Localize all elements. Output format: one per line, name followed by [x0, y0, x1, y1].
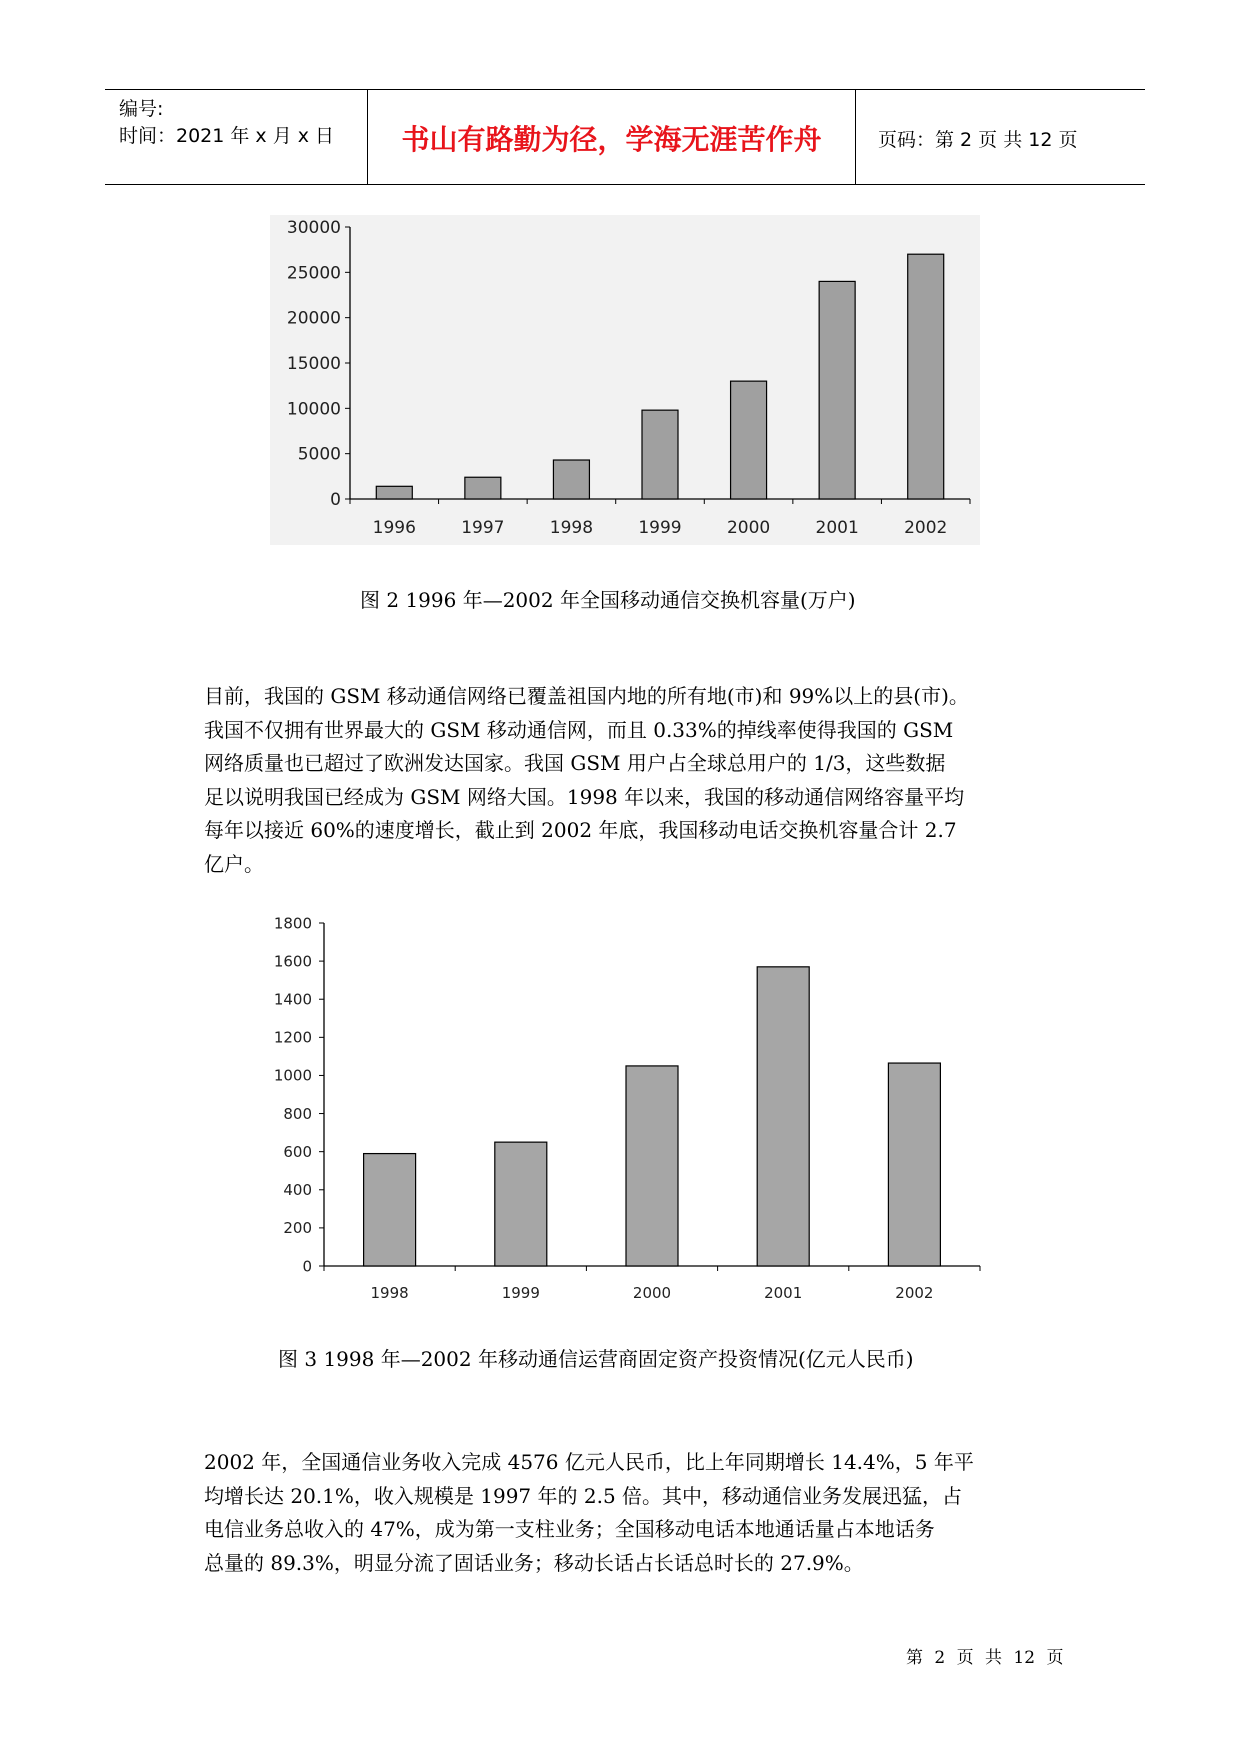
- x-tick-label: 2000: [726, 518, 771, 538]
- y-tick-label: 10000: [286, 399, 341, 420]
- figure-3-caption: 图 3 1998 年—2002 年移动通信运营商固定资产投资情况(亿元人民币): [278, 1347, 914, 1371]
- x-tick-label: 2001: [815, 518, 859, 538]
- serial-label: 编号:: [119, 98, 164, 120]
- y-tick-label: 15000: [286, 353, 341, 374]
- x-tick-label: 2000: [632, 1284, 672, 1302]
- paragraph-2-line: 总量的 89.3%，明显分流了固话业务；移动长话占长话总时长的 27.9%。: [204, 1550, 864, 1575]
- y-tick-label: 1600: [273, 952, 312, 971]
- x-tick-label: 2002: [895, 1284, 934, 1302]
- x-tick-label: 2002: [904, 518, 948, 538]
- header-motto-cell: [367, 90, 856, 184]
- y-tick-label: 200: [283, 1219, 312, 1238]
- motto: 书山有路勤为径，学海无涯苦作舟: [401, 123, 822, 156]
- y-tick-label: 1400: [273, 990, 312, 1009]
- switch-capacity-chart: [270, 215, 980, 545]
- paragraph-2-line: 电信业务总收入的 47%，成为第一支柱业务；全国移动电话本地通话量占本地话务: [204, 1517, 935, 1541]
- bar: [888, 1063, 940, 1266]
- bar: [731, 381, 767, 499]
- y-tick-label: 30000: [286, 217, 341, 238]
- y-tick-label: 25000: [286, 263, 341, 284]
- x-tick-label: 1996: [372, 518, 416, 538]
- investment-chart: [260, 910, 990, 1310]
- y-tick-label: 20000: [286, 308, 341, 329]
- figure-2-caption: 图 2 1996 年—2002 年全国移动通信交换机容量(万户): [360, 588, 856, 612]
- x-tick-label: 1998: [549, 518, 594, 538]
- paragraph-2-line: 2002 年，全国通信业务收入完成 4576 亿元人民币，比上年同期增长 14.4%，5 年平: [204, 1450, 974, 1474]
- y-tick-label: 600: [283, 1142, 312, 1161]
- paragraph-1-line: 目前，我国的 GSM 移动通信网络已覆盖祖国内地的所有地(市)和 99%以上的县(市)。: [204, 684, 969, 708]
- bar: [495, 1142, 547, 1266]
- page-info: 页码：第 2 页 共 12 页: [878, 129, 1078, 151]
- x-tick-label: 1997: [461, 518, 505, 538]
- x-tick-label: 2001: [764, 1284, 803, 1302]
- paragraph-1-line: 亿户。: [204, 851, 264, 876]
- page-header: [105, 89, 1145, 185]
- x-tick-label: 1998: [370, 1284, 409, 1302]
- bar: [376, 486, 412, 499]
- y-tick-label: 0: [330, 489, 341, 510]
- bar: [626, 1066, 678, 1266]
- paragraph-1-line: 足以说明我国已经成为 GSM 网络大国。1998 年以来，我国的移动通信网络容量平均: [204, 784, 965, 809]
- y-tick-label: 800: [283, 1104, 312, 1123]
- header-right-cell: [856, 90, 1145, 184]
- x-tick-label: 1999: [638, 518, 682, 538]
- y-tick-label: 400: [283, 1181, 312, 1200]
- paragraph-1-line: 我国不仅拥有世界最大的 GSM 移动通信网，而且 0.33%的掉线率使得我国的 GSM: [204, 717, 954, 742]
- bar: [553, 460, 589, 499]
- y-tick-label: 5000: [297, 444, 341, 465]
- y-tick-label: 1200: [273, 1028, 312, 1047]
- paragraph-1-line: 网络质量也已超过了欧洲发达国家。我国 GSM 用户占全球总用户的 1/3，这些数据: [204, 751, 946, 775]
- bar: [364, 1154, 416, 1266]
- time-text: 时间：2021 年 x 月 x 日: [119, 125, 335, 147]
- bar: [642, 410, 678, 499]
- bar: [465, 477, 501, 499]
- x-tick-label: 1999: [501, 1284, 540, 1302]
- paragraph-2: [204, 1446, 1054, 1580]
- paragraph-1-line: 每年以接近 60%的速度增长，截止到 2002 年底，我国移动电话交换机容量合计 2.7: [204, 818, 957, 842]
- bar: [757, 967, 809, 1266]
- bar: [819, 281, 855, 499]
- y-tick-label: 0: [302, 1257, 312, 1276]
- header-left-cell: [105, 90, 367, 184]
- y-tick-label: 1800: [273, 914, 312, 933]
- bar: [908, 254, 944, 499]
- paragraph-2-line: 均增长达 20.1%，收入规模是 1997 年的 2.5 倍。其中，移动通信业务发展迅猛，占: [204, 1483, 963, 1508]
- y-tick-label: 1000: [273, 1066, 312, 1085]
- paragraph-1: [204, 680, 1054, 881]
- footer-page-number: 第 2 页 共 12 页: [906, 1648, 1064, 1668]
